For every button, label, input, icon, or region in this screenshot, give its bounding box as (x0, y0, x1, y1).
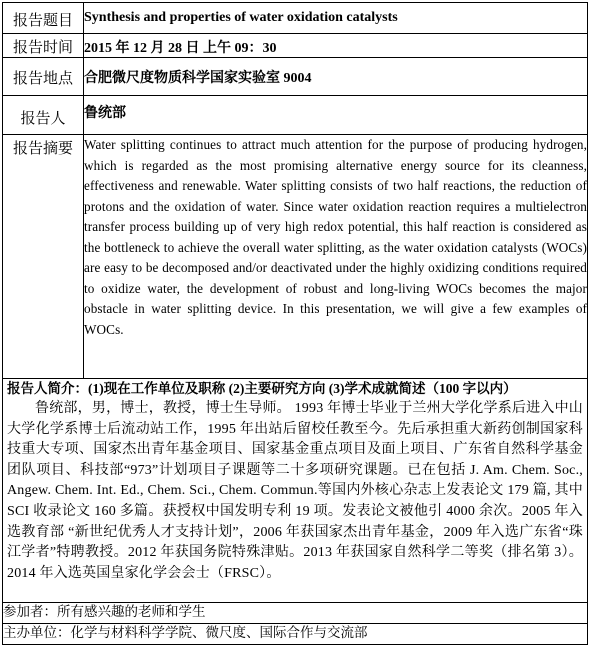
place-label: 报告地点 (3, 58, 84, 96)
bio-section (3, 379, 588, 603)
abstract-label: 报告摘要 (3, 135, 84, 379)
seminar-info-table (2, 2, 588, 645)
title-value: Synthesis and properties of water oxidation catalysts (84, 3, 588, 34)
time-value: 2015 年 12 月 28 日 上午 09：30 (84, 34, 588, 58)
title-label: 报告题目 (3, 3, 84, 34)
bio-text: 鲁统部，男，博士，教授，博士生导师。 1993 年博士毕业于兰州大学化学系后进入中山大学化学系博士后流动站工作，1995 年出站后留校任教至今。先后承担重大新药创制国家科技重大专项、国家杰出青年基金项目、国家基金重点项目及面上项目、广东省自然科学基金团队项目、科技部“973”计划项目子课题等二十多项研究课题。已在包括 J. Am. Chem. Soc., Angew. Chem. Int. Ed., Chem. Sci., Chem. Commun.等国内外核心杂志上发表论文 179 篇, 其中 SCI 收录论文 160 多篇。获授权中国发明专利 19 项。发表论文被他引 4000 余次。2005 年入选教育部 “新世纪优秀人才支持计划”，2006 年获国家杰出青年基金，2009 年入选广东省“珠江学者”特聘教授。2012 年获国务院特殊津贴。2013 年获国家自然科学二等奖（排名第 3）。2014 年入选英国皇家化学会会士（FRSC）。 (7, 401, 583, 581)
bio-heading: 报告人简介：(1)现在工作单位及职称 (2)主要研究方向 (3)学术成就简述（100 字以内） (7, 381, 517, 396)
place-value: 合肥微尺度物质科学国家实验室 9004 (84, 58, 588, 96)
audience-text: 参加者：所有感兴趣的老师和学生 (3, 603, 588, 624)
speaker-value: 鲁统部 (84, 96, 588, 135)
organizer-text: 主办单位：化学与材料科学学院、微尺度、国际合作与交流部 (3, 624, 588, 645)
abstract-text: Water splitting continues to attract much attention for the purpose of producing hydrogen, which is regarded as the most promising alternative energy source for its cleanness, effectiveness and renewable. Water splitting consists of two half reactions, the reduction of protons and the oxidation of water. Since water oxidation reaction requires a multielectron transfer process building up of very high redox potential, this half reaction is considered as the bottleneck to achieve the overall water splitting, as the water oxidation catalysts (WOCs) are easy to be decomposed and/or deactivated under the highly oxidizing conditions required to oxidize water, the development of robust and long-living WOCs becomes the major obstacle in water splitting device. In this presentation, we will give a few examples of WOCs. (84, 135, 588, 379)
time-label: 报告时间 (3, 34, 84, 58)
speaker-label: 报告人 (3, 96, 84, 135)
